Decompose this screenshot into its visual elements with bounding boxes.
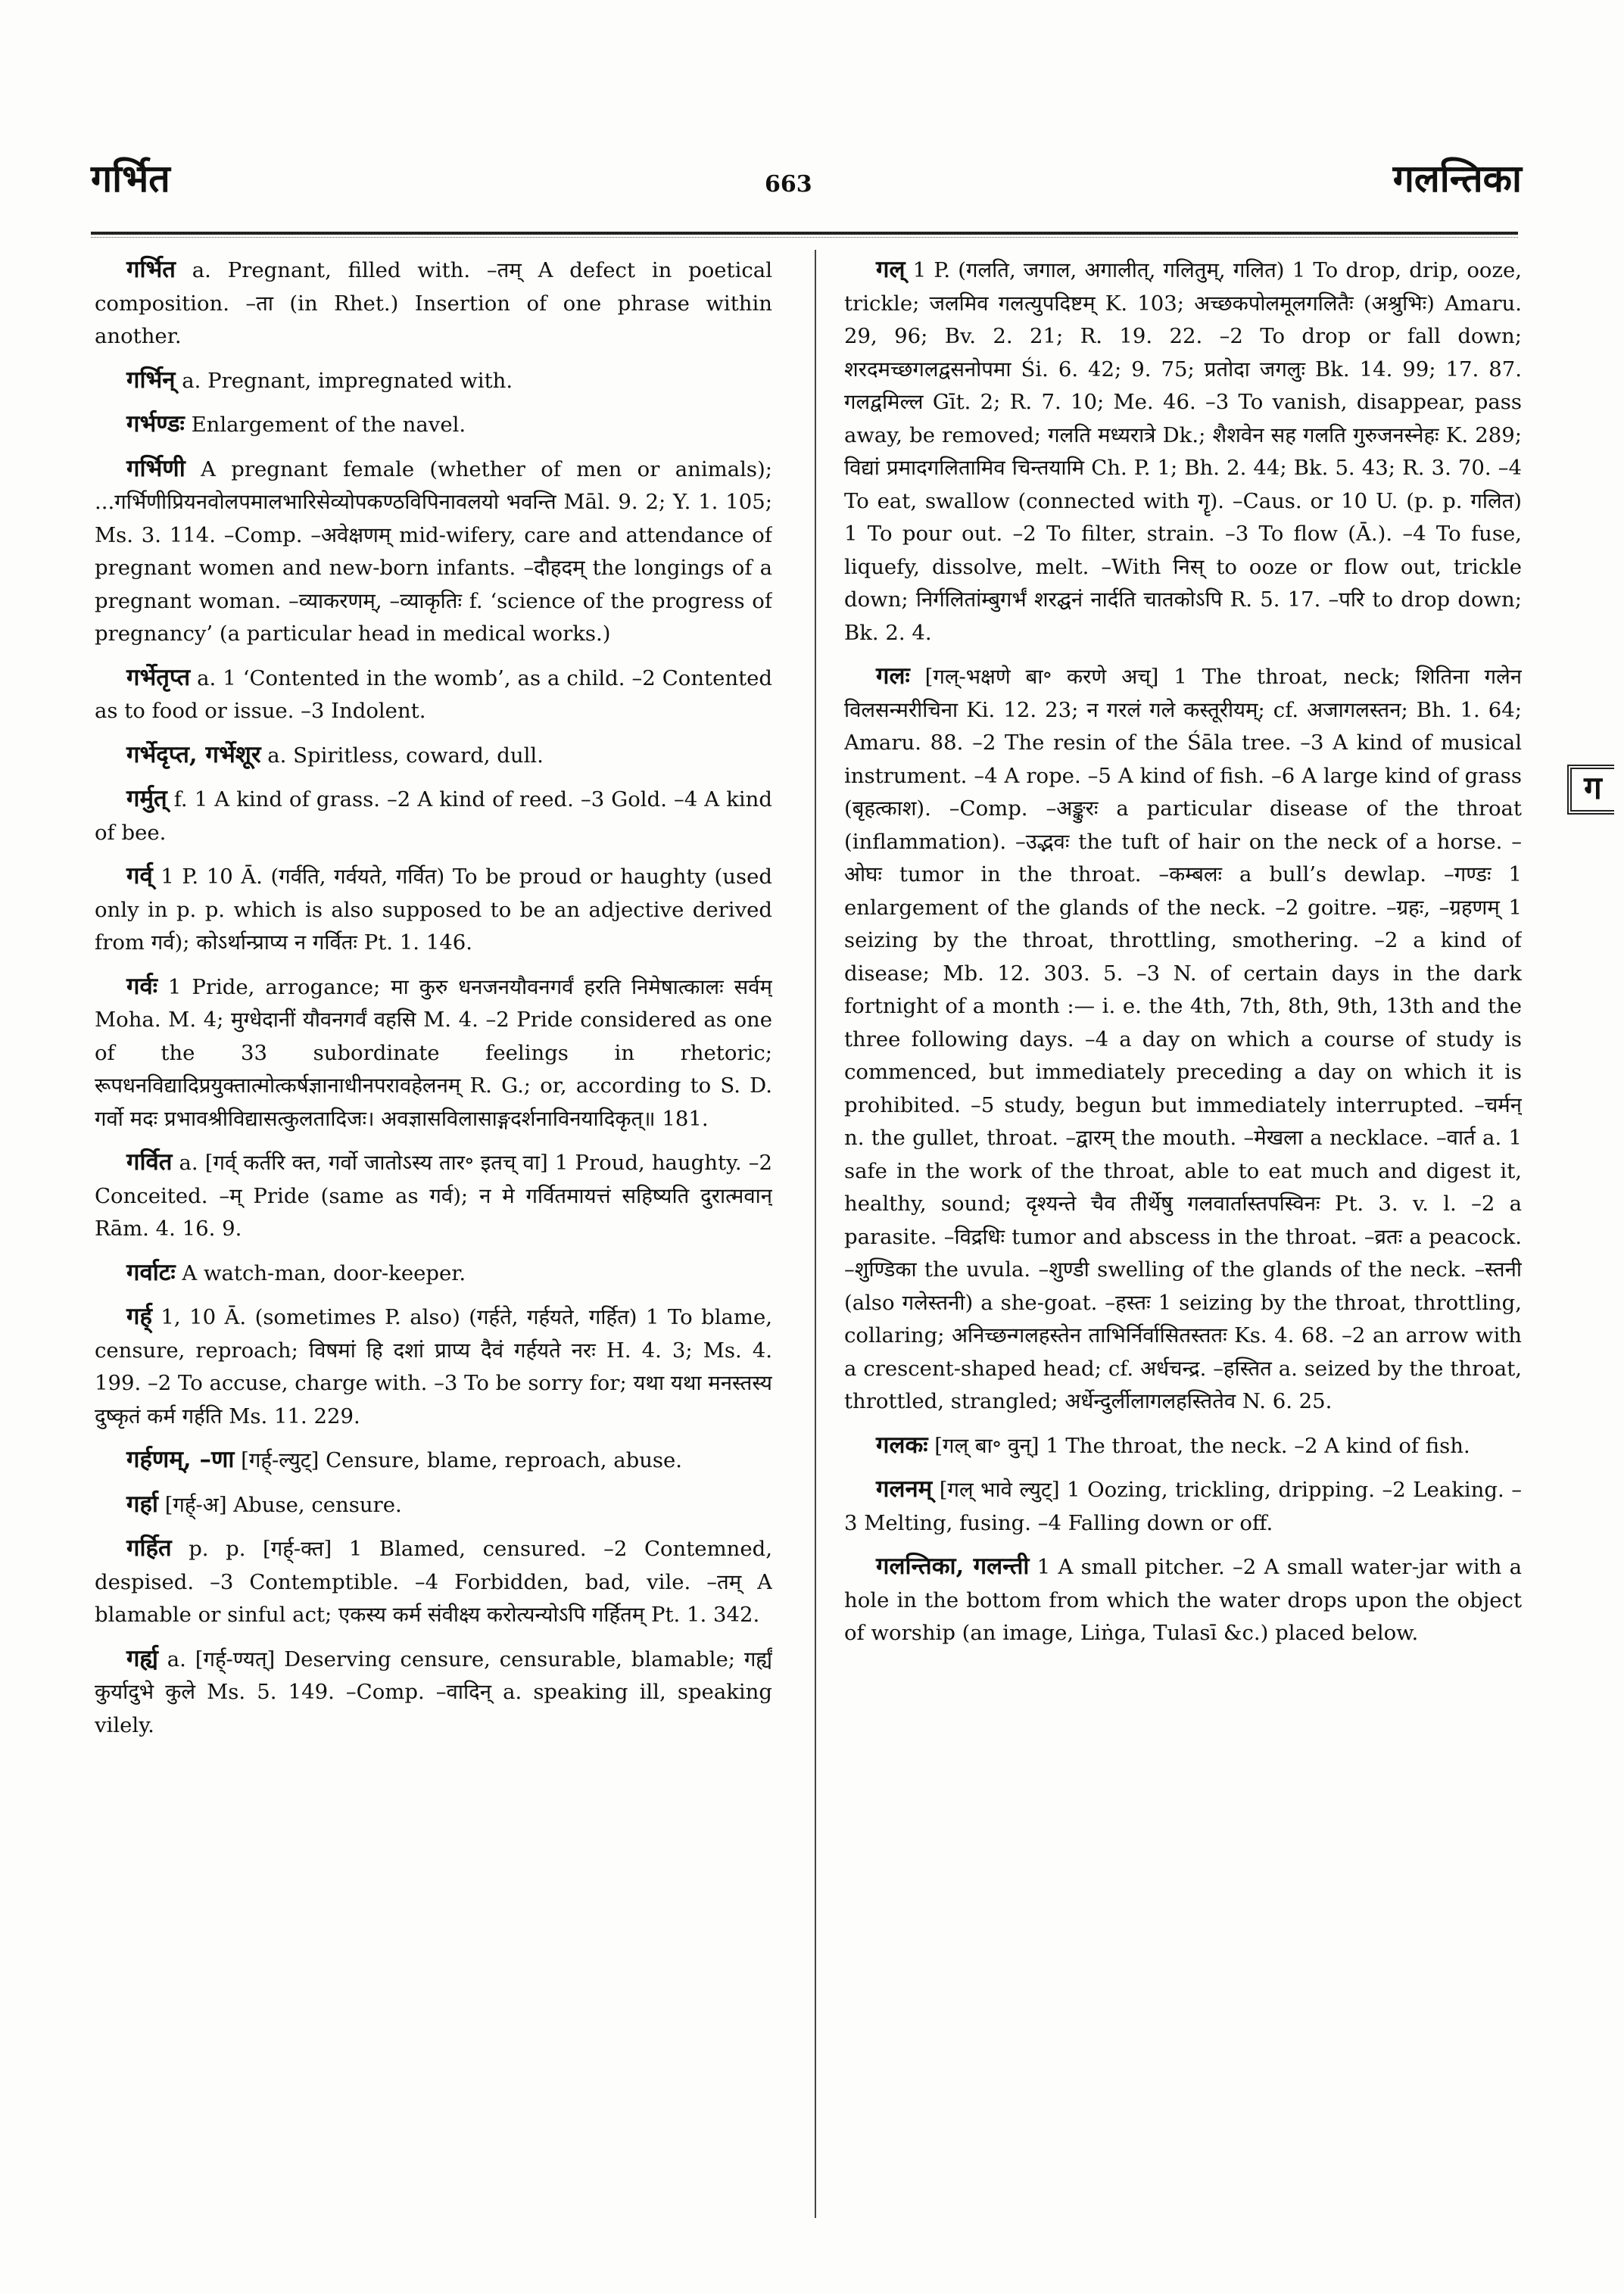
entry-headword: गलनम् [876, 1475, 933, 1503]
entry-body: [गर्ह्-अ] Abuse, censure. [164, 1492, 402, 1517]
entry-headword: गर्हित [126, 1534, 172, 1562]
entry-body: f. 1 A kind of grass. –2 A kind of reed. –3 Gold. –4 A kind of bee. [95, 787, 772, 845]
dictionary-entry [844, 1429, 1522, 1463]
dictionary-entry [95, 662, 772, 728]
running-head-right: गलन्तिका [1392, 156, 1522, 201]
entry-body: 1, 10 Ā. (sometimes P. also) (गर्हते, गर्हयते, गर्हित) 1 To blame, censure, reproach; विषमां हि दशां प्राप्य दैवं गर्हयते नरः H. 4. 3; Ms. 4. 199. –2 To accuse, charge with. –3 To be sorry for; यथा यथा मनस्तस्य दुष्कृतं कर्म गर्हति Ms. 11. 229. [95, 1305, 772, 1428]
entry-body: 1 P. 10 Ā. (गर्वति, गर्वयते, गर्वित) To be proud or haughty (used only in p. p. which is also supposed to be an adjective derived from गर्व); कोऽर्थान्प्राप्य न गर्वितः Pt. 1. 146. [95, 865, 772, 955]
entry-body: p. p. [गर्ह्-क्त] 1 Blamed, censured. –2 Contemned, despised. –3 Contemptible. –4 Forbidden, bad, vile. –तम् A blamable or sinful act; एकस्य कर्म संवीक्ष्य करोत्यन्योऽपि गर्हितम् Pt. 1. 342. [95, 1537, 772, 1627]
page-number: 663 [765, 171, 812, 198]
dictionary-entry [95, 783, 772, 849]
entry-body: [गल् भावे ल्युट्] 1 Oozing, trickling, dripping. –2 Leaking. –3 Melting, fusing. –4 Falling down or off. [844, 1478, 1522, 1535]
entry-headword: गर्हा [126, 1490, 158, 1518]
entry-body: 1 A small pitcher. –2 A small water-jar with a hole in the bottom from which the water drops upon the object of worship (an image, Liṅga, Tulasī &c.) placed below. [844, 1555, 1522, 1645]
entry-headword: गर्भिणी [126, 454, 185, 482]
thumb-index-tab [1567, 765, 1614, 815]
dictionary-entry [95, 739, 772, 773]
dictionary-entry [95, 1257, 772, 1291]
entry-body: A pregnant female (whether of men or animals); ...गर्भिणीप्रियनवोलपमालभारिसेव्योपकण्ठविपिनावलयो भवन्ति Māl. 9. 2; Y. 1. 105; Ms. 3. 114. –Comp. –अवेक्षणम् mid-wifery, care and attendance of pregnant women and new-born infants. –दौहदम् the longings of a pregnant woman. –व्याकरणम्, –व्याकृतिः f. ‘science of the progress of pregnancy’ (a particular head in medical works.) [95, 456, 772, 646]
dictionary-entry [95, 364, 772, 398]
entry-headword: गर्भिन् [126, 366, 176, 394]
dictionary-entry [95, 1643, 772, 1743]
entry-body: 1 P. (गलति, जगाल, अगालीत्, गलितुम्, गलित) 1 To drop, drip, ooze, trickle; जलमिव गलत्युपदिष्टम् K. 103; अच्छकपोलमूलगलितैः (अश्रुभिः) Amaru. 29, 96; Bv. 2. 21; R. 19. 22. –2 To drop or fall down; शरदमच्छगलद्वसनोपमा Śi. 6. 42; 9. 75; प्रतोदा जगलुः Bk. 14. 99; 17. 87. गलद्वमिल्ल Gīt. 2; R. 7. 10; Me. 46. –3 To vanish, disappear, pass away, be removed; गलति मध्यरात्रे Dk.; शैशवेन सह गलति गुरुजनस्नेहः K. 289; विद्यां प्रमादगलितामिव चिन्तयामि Ch. P. 1; Bh. 2. 44; Bk. 5. 43; R. 3. 70. –4 To eat, swallow (connected with गॄ). –Caus. or 10 U. (p. p. गलित) 1 To pour out. –2 To filter, strain. –3 To flow (Ā.). –4 To fuse, liquefy, dissolve, melt. –With निस् to ooze or flow out, trickle down; निर्गलितांम्बुगर्भं शरद्घनं नार्दति चातकोऽपि R. 5. 17. –परि to drop down; Bk. 2. 4. [844, 258, 1522, 645]
thumb-index-letter: ग [1584, 769, 1602, 806]
running-head-left: गर्भित [91, 156, 170, 201]
dictionary-entry [95, 453, 772, 651]
entry-headword: गर्हणम्, –णा [126, 1446, 235, 1473]
entry-body: A watch-man, door-keeper. [182, 1260, 466, 1285]
column-divider [815, 250, 816, 2218]
dictionary-entry [95, 1301, 772, 1433]
entry-headword: गर्भेदृप्त, गर्भेशूर [126, 740, 261, 768]
dictionary-entry [95, 1532, 772, 1632]
entry-headword: गर्ह्य [126, 1644, 158, 1672]
entry-body: Enlargement of the navel. [191, 413, 466, 437]
page-header [91, 151, 1522, 227]
dictionary-entry [95, 1444, 772, 1478]
dictionary-entry [95, 408, 772, 442]
right-column [844, 254, 1522, 2214]
entry-body: [गल् बा॰ वुन्] 1 The throat, the neck. –2 A kind of fish. [934, 1433, 1470, 1458]
left-column [95, 254, 772, 2214]
dictionary-entry [844, 660, 1522, 1419]
dictionary-entry [95, 1146, 772, 1246]
entry-headword: गलकः [876, 1431, 928, 1459]
entry-headword: गर्वित [126, 1148, 173, 1176]
dictionary-entry [844, 254, 1522, 650]
entry-headword: गल् [876, 256, 906, 283]
entry-body: a. Spiritless, coward, dull. [267, 743, 544, 768]
entry-body: [गर्ह्-ल्युट्] Censure, blame, reproach, abuse. [241, 1448, 683, 1472]
entry-headword: गर्वः [126, 972, 157, 1000]
dictionary-entry [95, 970, 772, 1136]
entry-body: [गल्-भक्षणे बा॰ करणे अच्] 1 The throat, neck; शितिना गलेन विलसन्मरीचिना Ki. 12. 23; न गरलं गले कस्तूरीयम्; cf. अजागलस्तन; Bh. 1. 64; Amaru. 88. –2 The resin of the Śāla tree. –3 A kind of musical instrument. –4 A rope. –5 A kind of fish. –6 A large kind of grass (बृहत्काश). –Comp. –अङ्कुरः a particular disease of the throat (inflammation). –उद्भवः the tuft of hair on the neck of a horse. –ओघः tumor in the throat. –कम्बलः a bull’s dewlap. –गण्डः 1 enlargement of the glands of the neck. –2 goitre. –ग्रहः, –ग्रहणम् 1 seizing by the throat, throttling, smothering. –2 a kind of disease; Mb. 12. 303. 5. –3 N. of certain days in the dark fortnight of a month :— i. e. the 4th, 7th, 8th, 9th, 13th and the three following days. –4 a day on which a course of study is commenced, but immediately preceding a day on which it is prohibited. –5 study, begun but immediately interrupted. –चर्मन् n. the gullet, throat. –द्वारम् the mouth. –मेखला a necklace. –वार्त a. 1 safe in the work of the throat, able to eat much and digest it, healthy, sound; दृश्यन्ते चैव तीर्थेषु गलवार्तास्तपस्विनः Pt. 3. v. l. –2 a parasite. –विद्रधिः tumor and abscess in the throat. –व्रतः a peacock. –शुण्डिका the uvula. –शुण्डी swelling of the glands of the neck. –स्तनी (also गलेस्तनी) a she-goat. –हस्तः 1 seizing by the throat, throttling, collaring; अनिच्छन्गलहस्तेन ताभिर्निर्वासितस्ततः Ks. 4. 68. –2 an arrow with a crescent-shaped head; cf. अर्धचन्द्र. –हस्तित a. seized by the throat, throttled, strangled; अर्धेन्दुर्लीलागलहस्तितेव N. 6. 25. [844, 665, 1522, 1413]
entry-headword: गलः [876, 662, 910, 690]
dictionary-entry [95, 254, 772, 354]
header-rule [91, 232, 1518, 238]
entry-body: a. [गर्व् कर्तरि क्त, गर्वो जातोऽस्य तार॰ इतच् वा] 1 Proud, haughty. –2 Conceited. –म् Pride (same as गर्व); न मे गर्वितमायत्तं सहिष्यति दुरात्मवान् Rām. 4. 16. 9. [95, 1151, 772, 1241]
dictionary-entry [95, 860, 772, 960]
entry-headword: गर्भेतृप्त [126, 663, 191, 691]
entry-headword: गर्व् [126, 862, 153, 889]
entry-headword: गर्भण्डः [126, 410, 185, 438]
entry-headword: गर्ह् [126, 1303, 152, 1330]
entry-headword: गलन्तिका, गलन्ती [876, 1553, 1030, 1580]
entry-headword: गर्मुत् [126, 785, 167, 812]
entry-headword: गर्वाटः [126, 1258, 176, 1286]
dictionary-entry [844, 1550, 1522, 1650]
entry-body: 1 Pride, arrogance; मा कुरु धनजनयौवनगर्वं हरति निमेषात्कालः सर्वम् Moha. M. 4; मुग्धेदानीं यौवनगर्वं वहसि M. 4. –2 Pride considered as one of the 33 subordinate feelings in rhetoric; रूपधनविद्यादिप्रयुक्तात्मोत्कर्षज्ञानाधीनपरावहेलनम् R. G.; or, according to S. D. गर्वो मदः प्रभावश्रीविद्यासत्कुलतादिजः। अवज्ञासविलासाङ्गदर्शनाविनयादिकृत्॥ 181. [95, 974, 772, 1131]
entry-body: a. 1 ‘Contented in the womb’, as a child. –2 Contented as to food or issue. –3 Indolent. [95, 665, 772, 723]
entry-body: a. Pregnant, impregnated with. [182, 368, 513, 393]
entry-body: a. [गर्ह्-ण्यत्] Deserving censure, censurable, blamable; गर्ह्यं कुर्यादुभे कुले Ms. 5. 149. –Comp. –वादिन् a. speaking ill, speaking vilely. [95, 1647, 772, 1737]
entry-headword: गर्भित [126, 256, 176, 283]
dictionary-entry [844, 1473, 1522, 1540]
dictionary-entry [95, 1488, 772, 1522]
entry-body: a. Pregnant, filled with. –तम् A defect in poetical composition. –ता (in Rhet.) Insertion of one phrase within another. [95, 258, 772, 348]
